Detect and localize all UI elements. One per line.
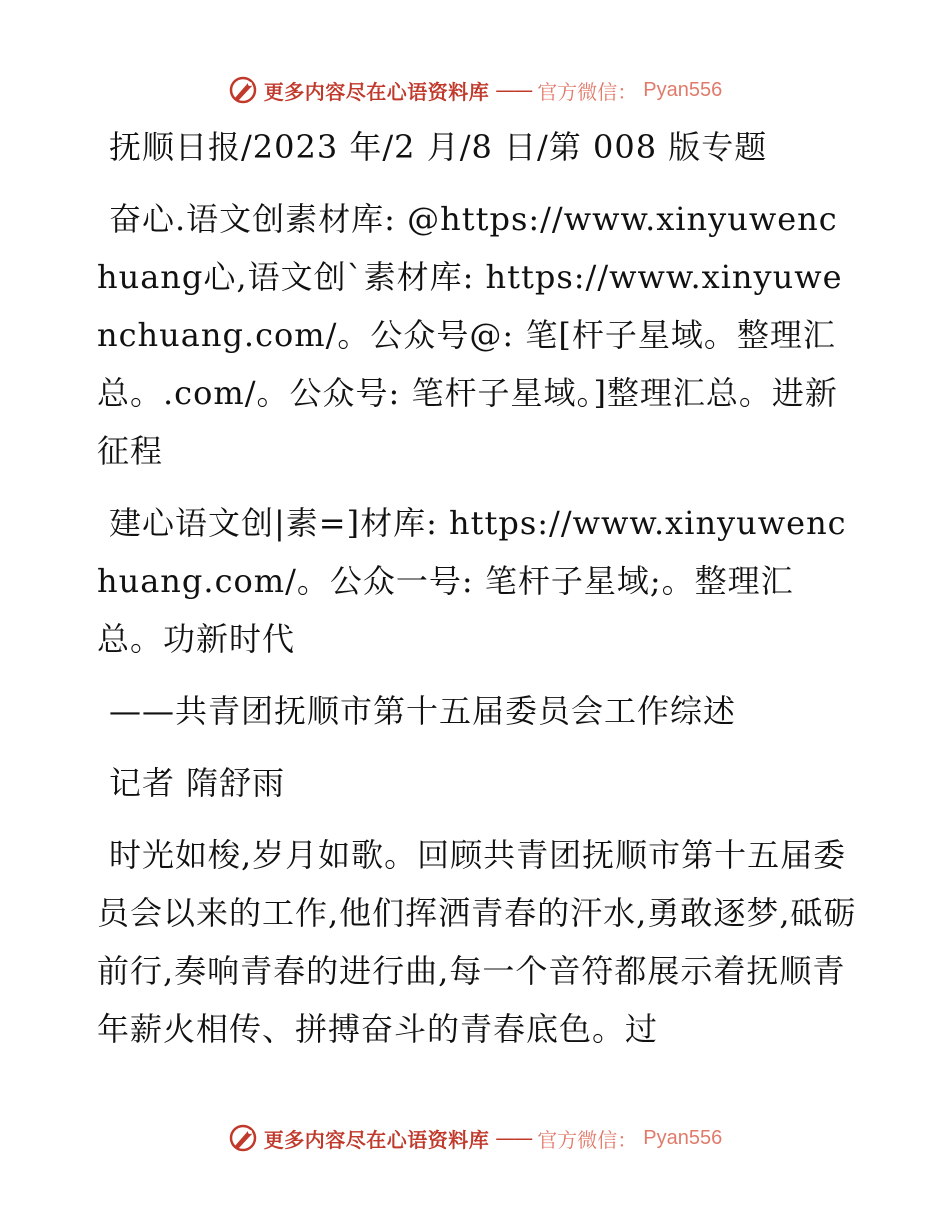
watermark-brand-text: 更多内容尽在心语资料库 bbox=[263, 1127, 490, 1152]
paragraph-subtitle: ——共青团抚顺市第十五届委员会工作综述 bbox=[109, 692, 737, 730]
pen-logo-icon bbox=[228, 75, 258, 105]
watermark-official-label: 官方微信： bbox=[537, 1127, 638, 1152]
paragraph-body: 时光如梭,岁月如歌。回顾共青团抚顺市第十五届委员会以来的工作,他们挥洒青春的汗水,勇敢逐梦,砥砺前行,奏响青春的进行曲,每一个音符都展示着抚顺青年薪火相传、拼搏奋斗的青春底色。过 bbox=[97, 836, 857, 1048]
pen-logo-icon bbox=[228, 1123, 258, 1153]
paragraph-byline: 记者 隋舒雨 bbox=[109, 764, 286, 802]
document-body bbox=[97, 118, 857, 1072]
header-watermark bbox=[0, 72, 950, 108]
paragraph-headline-2: 建心语文创|素=]材库: https://www.xinyuwenchuang.com/。公众一号: 笔杆子星域;。整理汇总。功新时代 bbox=[97, 504, 847, 658]
footer-watermark bbox=[0, 1120, 950, 1156]
watermark-dash: —— bbox=[495, 78, 532, 102]
watermark-brand-text: 更多内容尽在心语资料库 bbox=[263, 79, 490, 104]
paragraph-source-line: 抚顺日报/2023 年/2 月/8 日/第 008 版专题 bbox=[109, 128, 768, 166]
watermark-wechat-id: Pyan556 bbox=[643, 78, 723, 101]
watermark-dash: —— bbox=[495, 1126, 532, 1150]
watermark-wechat-id: Pyan556 bbox=[643, 1126, 723, 1149]
paragraph-headline-1: 奋心.语文创素材库: @https://www.xinyuwenchuang心,语文创`素材库: https://www.xinyuwenchuang.com/。公众号@: 笔[杆子星域。整理汇总。.com/。公众号: 笔杆子星域。]整理汇总。进新征程 bbox=[97, 200, 843, 470]
watermark-official-label: 官方微信： bbox=[537, 79, 638, 104]
